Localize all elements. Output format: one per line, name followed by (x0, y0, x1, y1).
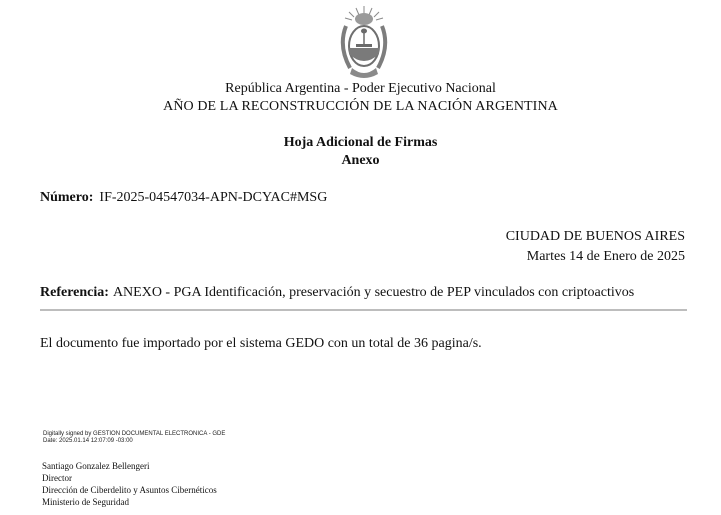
document-subtitle: Anexo (341, 153, 380, 168)
body-text: El documento fue importado por el sistema GEDO con un total de 36 pagina/s. (40, 336, 482, 351)
signer-block (42, 460, 217, 508)
document-date: Martes 14 de Enero de 2025 (526, 249, 685, 264)
reference (40, 285, 634, 301)
header-government-line: República Argentina - Poder Ejecutivo Nacional (225, 81, 496, 96)
header-year-motto: AÑO DE LA RECONSTRUCCIÓN DE LA NACIÓN ARGENTINA (163, 99, 558, 114)
divider (40, 309, 687, 311)
digital-signature-stamp (43, 431, 225, 445)
reference-value: ANEXO - PGA Identificación, preservación y secuestro de PEP vinculados con criptoactivos (112, 285, 635, 300)
reference-label: Referencia: (40, 285, 109, 300)
argentina-coat-of-arms-seal (336, 4, 392, 80)
document-number (40, 190, 327, 206)
signer-office: Dirección de Ciberdelito y Asuntos Cibernéticos (42, 485, 217, 495)
document-title: Hoja Adicional de Firmas (283, 135, 438, 150)
digital-signature-signed-by: Digitally signed by GESTION DOCUMENTAL ELECTRONICA - GDE (43, 431, 226, 437)
document-number-label: Número: (40, 190, 94, 205)
signer-name: Santiago Gonzalez Bellengeri (42, 461, 150, 471)
document-number-value: IF-2025-04547034-APN-DCYAC#MSG (99, 190, 328, 205)
digital-signature-date: Date: 2025.01.14 12:07:09 -03:00 (43, 438, 133, 444)
signer-role: Director (42, 473, 72, 483)
place: CIUDAD DE BUENOS AIRES (505, 229, 685, 244)
signer-ministry: Ministerio de Seguridad (42, 497, 129, 507)
